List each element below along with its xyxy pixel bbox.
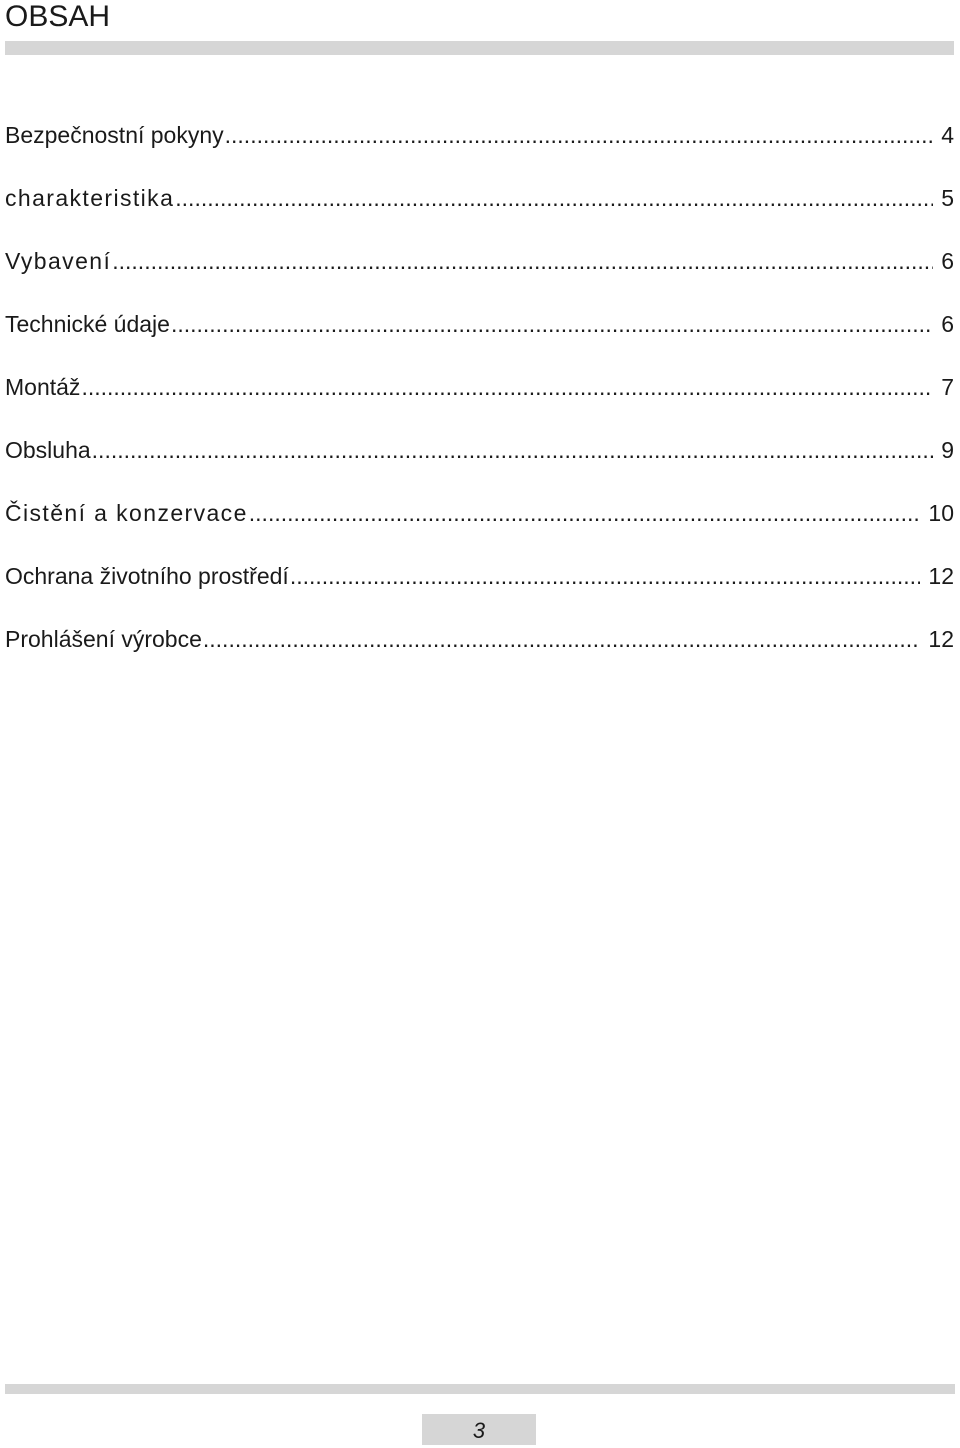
toc-dot-leader: [225, 115, 934, 155]
toc-entry-montaz[interactable]: [5, 367, 954, 430]
toc-entry-page: 6: [941, 311, 954, 337]
toc-entry-page: 7: [941, 374, 954, 400]
toc-entry-label: Prohlášení výrobce: [5, 626, 202, 652]
toc-dot-leader: [175, 178, 933, 218]
toc-entry-ochrana-zivotniho-prostredi[interactable]: [5, 556, 954, 619]
toc-entry-technicke-udaje[interactable]: [5, 304, 954, 367]
toc-entry-label: Ochrana životního prostředí: [5, 563, 289, 589]
toc-dot-leader: [249, 493, 921, 533]
toc-dot-leader: [290, 556, 921, 596]
toc-entry-label: Montáž: [5, 374, 81, 400]
toc-entry-page: 6: [941, 248, 954, 274]
toc-entry-page: 9: [941, 437, 954, 463]
page-title: OBSAH: [5, 0, 111, 33]
header-rule: [5, 41, 954, 55]
toc-entry-label: Bezpečnostní pokyny: [5, 122, 224, 148]
toc-entry-page: 12: [928, 626, 954, 652]
toc-entry-charakteristika[interactable]: [5, 178, 954, 241]
toc-entry-cisteni-a-konzervace[interactable]: [5, 493, 954, 556]
toc-entry-label: Čistění a konzervace: [5, 500, 248, 526]
footer-rule: [5, 1384, 955, 1394]
toc-entry-page: 4: [941, 122, 954, 148]
toc-entry-label: Vybavení: [5, 248, 112, 274]
toc-entry-page: 12: [928, 563, 954, 589]
toc-entry-page: 10: [928, 500, 954, 526]
toc-entry-obsluha[interactable]: [5, 430, 954, 493]
toc-entry-label: Technické údaje: [5, 311, 170, 337]
toc-entry-label: Obsluha: [5, 437, 91, 463]
toc-dot-leader: [81, 367, 933, 407]
page-number: 3: [422, 1414, 536, 1445]
toc-dot-leader: [171, 304, 933, 344]
toc-entry-vybaveni[interactable]: [5, 241, 954, 304]
table-of-contents: [5, 115, 954, 682]
toc-dot-leader: [112, 241, 933, 281]
toc-entry-label: charakteristika: [5, 185, 175, 211]
toc-dot-leader: [203, 619, 921, 659]
toc-entry-bezpecnostni-pokyny[interactable]: [5, 115, 954, 178]
toc-dot-leader: [92, 430, 934, 470]
toc-entry-page: 5: [941, 185, 954, 211]
toc-entry-prohlaseni-vyrobce[interactable]: [5, 619, 954, 682]
